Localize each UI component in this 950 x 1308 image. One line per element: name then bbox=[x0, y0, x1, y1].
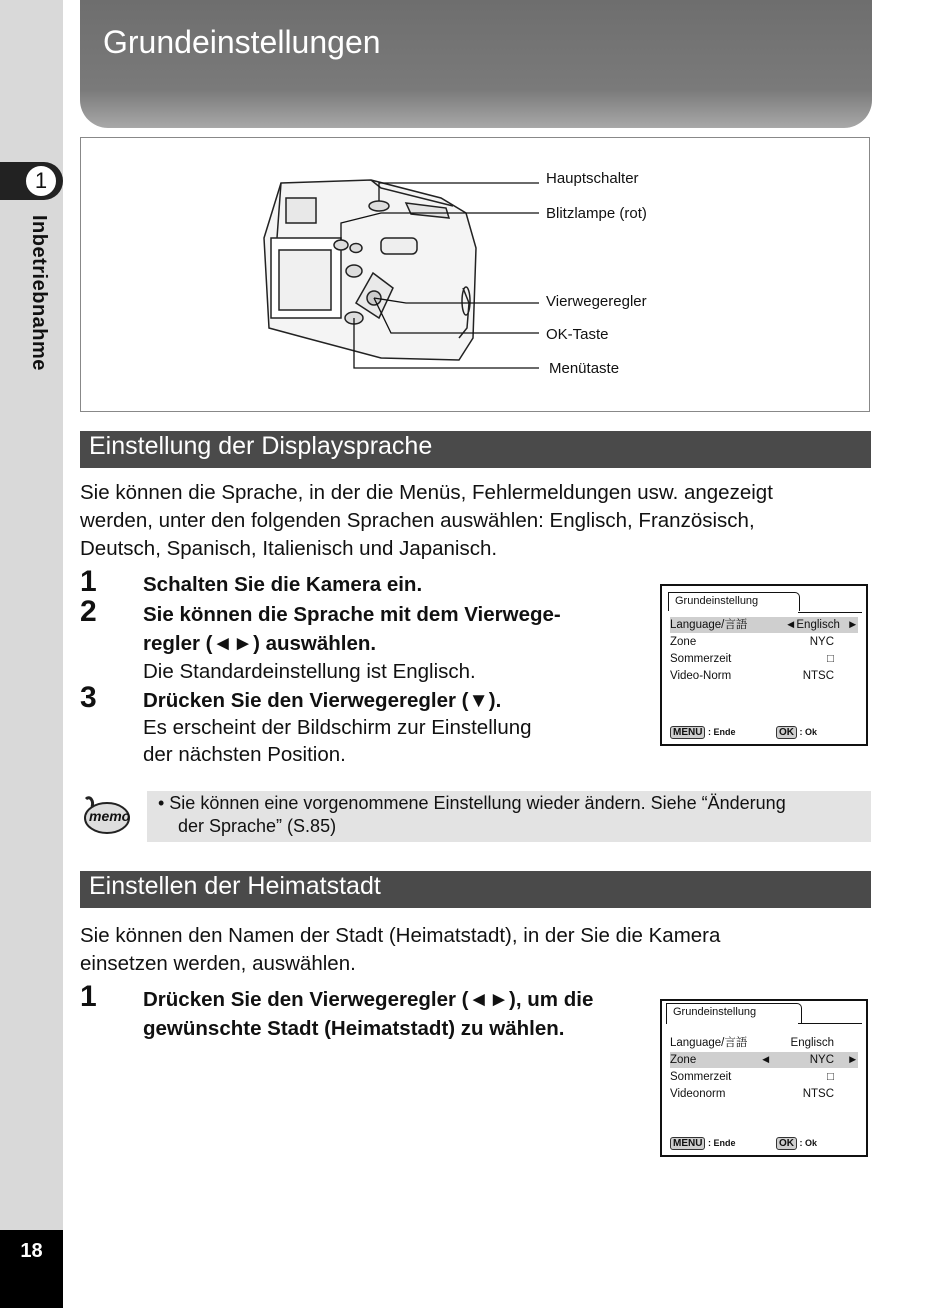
screen-tab: Grundeinstellung bbox=[666, 1003, 802, 1024]
step-instruction: Schalten Sie die Kamera ein. bbox=[143, 573, 423, 596]
setting-row-sommerzeit: Sommerzeit □ bbox=[670, 1071, 834, 1083]
setting-row-sommerzeit: Sommerzeit □ bbox=[670, 653, 834, 665]
callout-vierwegeregler: Vierwegeregler bbox=[546, 293, 647, 310]
memo-icon-label: memo bbox=[89, 808, 131, 824]
setting-row-zone: Zone ◄ NYC ► bbox=[670, 1054, 859, 1066]
memo-icon bbox=[80, 793, 132, 839]
ok-key-label: OK : Ok bbox=[776, 1137, 817, 1150]
header-banner bbox=[80, 0, 872, 128]
section-title-heimatstadt: Einstellen der Heimatstadt bbox=[89, 872, 381, 900]
step-number: 1 bbox=[80, 565, 97, 598]
section2-intro: Sie können den Namen der Stadt (Heimatstadt), in der Sie die Kamera einsetzen werden, auswählen. bbox=[80, 924, 721, 975]
step-instruction: Drücken Sie den Vierwegeregler (▼). bbox=[143, 689, 502, 712]
chapter-title: Inbetriebnahme bbox=[28, 215, 50, 371]
page-number: 18 bbox=[20, 1240, 43, 1262]
chapter-badge bbox=[0, 162, 63, 200]
step-instruction: Drücken Sie den Vierwegeregler (◄►), um die gewünschte Stadt (Heimatstadt) zu wählen. bbox=[143, 988, 594, 1040]
callout-blitzlampe: Blitzlampe (rot) bbox=[546, 205, 647, 222]
setting-row-videonorm: Video-Norm NTSC bbox=[670, 670, 834, 682]
setting-row-language: Language/言語 ◄Englisch ► bbox=[670, 619, 859, 631]
section1-intro: Sie können die Sprache, in der die Menüs, Fehlermeldungen usw. angezeigt werden, unter den folgenden Sprachen auswählen: Englisch, Französisch, Deutsch, Spanisch, Italienisch und Japanisch. bbox=[80, 481, 773, 560]
ok-key-label: OK : Ok bbox=[776, 726, 817, 739]
memo-text: • Sie können eine vorgenommene Einstellung wieder ändern. Siehe “Änderung der Sprache” (S.85) bbox=[158, 793, 786, 836]
callout-menuetaste: Menütaste bbox=[549, 360, 620, 377]
step-number: 1 bbox=[80, 980, 97, 1013]
page-title: Grundeinstellungen bbox=[103, 24, 381, 60]
step-number: 2 bbox=[80, 595, 97, 628]
section-title-displaysprache: Einstellung der Displaysprache bbox=[89, 432, 433, 460]
screen-tab: Grundeinstellung bbox=[668, 592, 800, 611]
camera-figure bbox=[80, 137, 870, 412]
menu-key-label: MENU : Ende bbox=[670, 726, 735, 739]
setting-row-videonorm: Videonorm NTSC bbox=[670, 1088, 834, 1100]
setting-row-zone: Zone NYC bbox=[670, 636, 834, 648]
menu-key-label: MENU : Ende bbox=[670, 1137, 735, 1150]
setting-row-language: Language/言語 Englisch bbox=[670, 1037, 834, 1049]
camera-screen-language bbox=[660, 584, 868, 746]
callout-hauptschalter: Hauptschalter bbox=[546, 170, 639, 187]
camera-illustration bbox=[81, 138, 869, 411]
callout-ok-taste: OK-Taste bbox=[546, 326, 609, 343]
step-instruction: Sie können die Sprache mit dem Vierwege- regler (◄►) auswählen. bbox=[143, 603, 561, 655]
chapter-number: 1 bbox=[24, 164, 58, 198]
step-note: Es erscheint der Bildschirm zur Einstellung der nächsten Position. bbox=[143, 716, 532, 766]
step-note: Die Standardeinstellung ist Englisch. bbox=[143, 660, 476, 683]
step-number: 3 bbox=[80, 681, 97, 714]
camera-screen-zone bbox=[660, 999, 868, 1157]
